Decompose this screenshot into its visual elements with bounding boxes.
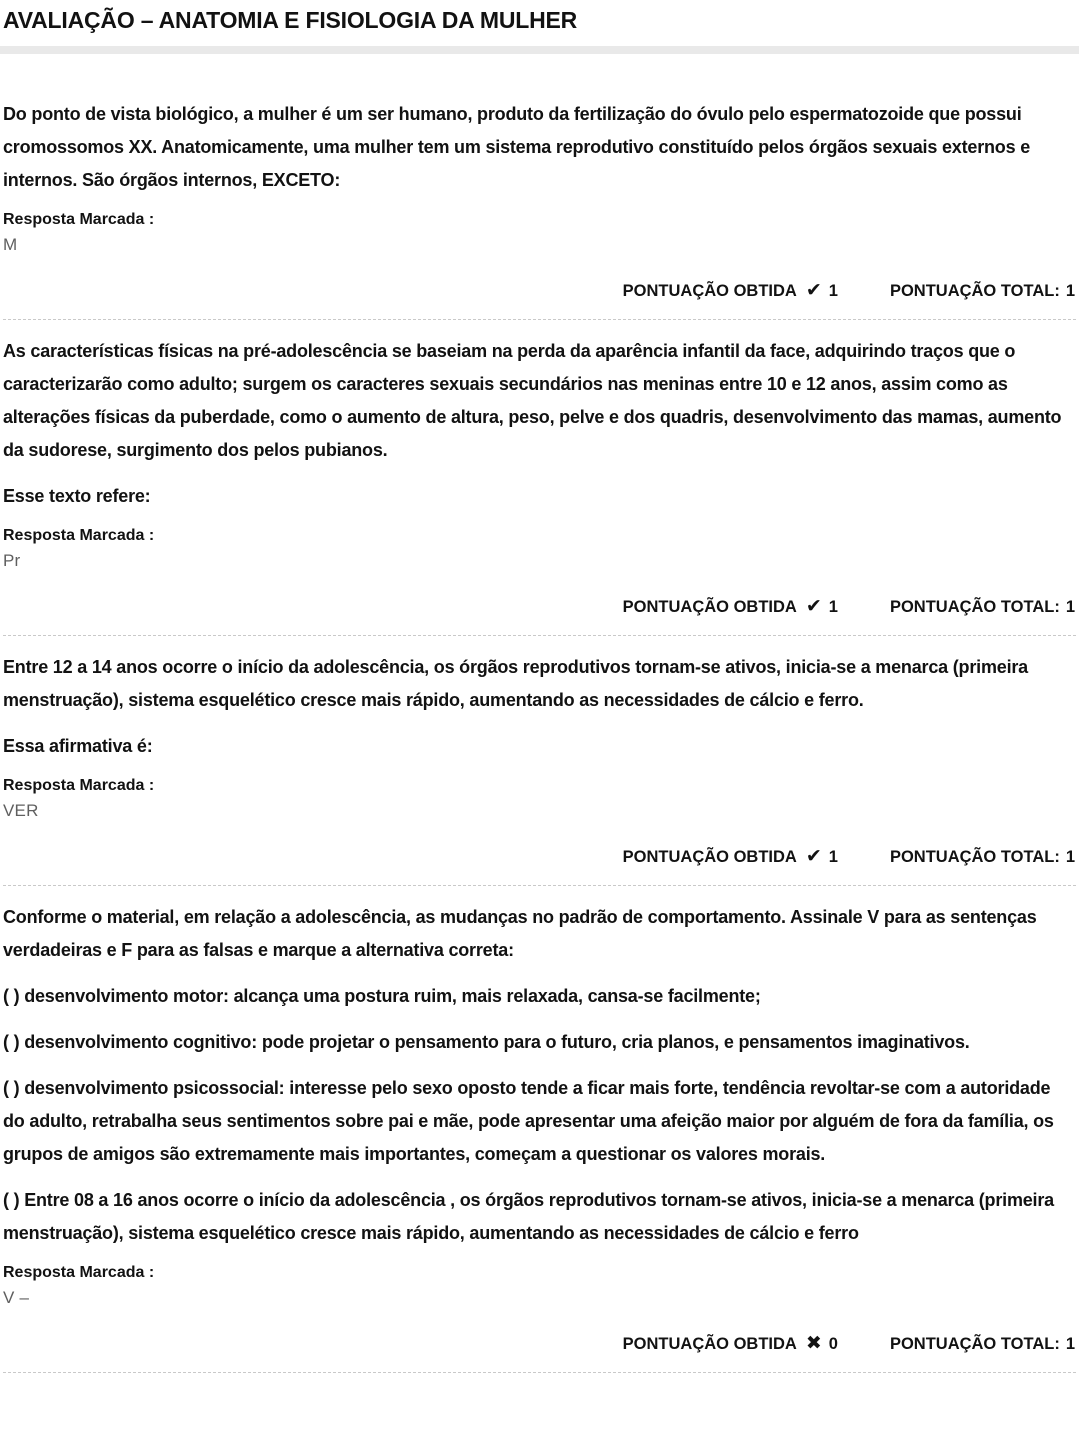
score-total xyxy=(890,1335,1075,1354)
score-total xyxy=(890,848,1075,867)
question-text xyxy=(3,901,1076,1250)
marked-answer-label: Resposta Marcada : xyxy=(3,211,155,228)
question-paragraph: Esse texto refere: xyxy=(3,486,151,506)
question-text xyxy=(3,651,1076,763)
marked-answer-block xyxy=(3,526,1076,573)
marked-answer-value: VER xyxy=(3,801,39,820)
score-total xyxy=(890,282,1075,301)
score-obtained-label: PONTUAÇÃO OBTIDA xyxy=(622,598,797,616)
marked-answer-label: Resposta Marcada : xyxy=(3,777,155,794)
score-obtained xyxy=(623,1334,838,1355)
marked-answer-block xyxy=(3,1263,1076,1310)
score-total xyxy=(890,598,1075,617)
score-total-label: PONTUAÇÃO TOTAL: xyxy=(889,282,1060,300)
marked-answer-block xyxy=(3,210,1076,257)
score-obtained-value: 1 xyxy=(828,598,838,616)
check-icon: ✔ xyxy=(805,846,822,867)
score-row xyxy=(3,281,1076,302)
marked-answer-value: Pr xyxy=(3,551,21,570)
question-separator xyxy=(3,1372,1076,1373)
cross-icon: ✖ xyxy=(805,1333,822,1354)
marked-answer-label: Resposta Marcada : xyxy=(3,1264,155,1281)
score-total-label: PONTUAÇÃO TOTAL: xyxy=(889,848,1060,866)
question-text xyxy=(3,98,1076,197)
score-obtained xyxy=(623,597,838,618)
question-paragraph: Entre 12 a 14 anos ocorre o início da adolescência, os órgãos reprodutivos tornam-se ativos, inicia-se a menarca (primeira menstruação), sistema esquelético cresce mais rápido, aumentando as necessidades de cálcio e ferro. xyxy=(3,657,1028,710)
question-paragraph: Essa afirmativa é: xyxy=(3,736,153,756)
score-obtained-label: PONTUAÇÃO OBTIDA xyxy=(622,1335,797,1353)
score-total-value: 1 xyxy=(1065,848,1075,866)
score-total-value: 1 xyxy=(1065,282,1075,300)
question-block xyxy=(0,636,1079,886)
score-obtained-label: PONTUAÇÃO OBTIDA xyxy=(622,848,797,866)
score-obtained-value: 1 xyxy=(828,848,838,866)
score-total-value: 1 xyxy=(1065,1335,1075,1353)
marked-answer-block xyxy=(3,776,1076,823)
check-icon: ✔ xyxy=(805,280,822,301)
question-paragraph: ( ) desenvolvimento psicossocial: interesse pelo sexo oposto tende a ficar mais forte, tendência revoltar-se com a autoridade do adulto, retrabalha seus sentimentos sobre pai e mãe, pode apresentar uma afeição maior por alguém de fora da família, os grupos de amigos são extremamente mais importantes, começam a questionar os valores morais. xyxy=(3,1078,1054,1164)
marked-answer-label: Resposta Marcada : xyxy=(3,527,155,544)
question-paragraph: Do ponto de vista biológico, a mulher é um ser humano, produto da fertilização do óvulo pelo espermatozoide que possui cromossomos XX. Anatomicamente, uma mulher tem um sistema reprodutivo constituído pelos órgãos sexuais externos e internos. São órgãos internos, EXCETO: xyxy=(3,104,1031,190)
score-row xyxy=(3,847,1076,868)
question-paragraph: ( ) Entre 08 a 16 anos ocorre o início da adolescência , os órgãos reprodutivos tornam-se ativos, inicia-se a menarca (primeira menstruação), sistema esquelético cresce mais rápido, aumentando as necessidades de cálcio e ferro xyxy=(3,1190,1054,1243)
score-obtained-label: PONTUAÇÃO OBTIDA xyxy=(622,282,797,300)
question-block xyxy=(0,320,1079,636)
score-obtained-value: 0 xyxy=(828,1335,838,1353)
page-title: AVALIAÇÃO – ANATOMIA E FISIOLOGIA DA MULHER xyxy=(3,7,578,33)
question-paragraph: ( ) desenvolvimento cognitivo: pode projetar o pensamento para o futuro, cria planos, e pensamentos imaginativos. xyxy=(3,1032,970,1052)
question-list xyxy=(0,54,1079,1373)
score-obtained xyxy=(623,847,838,868)
score-total-value: 1 xyxy=(1065,598,1075,616)
score-row xyxy=(3,597,1076,618)
score-total-label: PONTUAÇÃO TOTAL: xyxy=(889,598,1060,616)
question-paragraph: Conforme o material, em relação a adolescência, as mudanças no padrão de comportamento. Assinale V para as sentenças verdadeiras e F para as falsas e marque a alternativa correta: xyxy=(3,907,1037,960)
header-divider-band xyxy=(0,46,1079,54)
score-total-label: PONTUAÇÃO TOTAL: xyxy=(889,1335,1060,1353)
question-block xyxy=(0,886,1079,1373)
score-row xyxy=(3,1334,1076,1355)
check-icon: ✔ xyxy=(805,596,822,617)
question-paragraph: ( ) desenvolvimento motor: alcança uma postura ruim, mais relaxada, cansa-se facilmente; xyxy=(3,986,761,1006)
question-block xyxy=(0,54,1079,320)
page-header xyxy=(0,0,1079,34)
score-obtained xyxy=(623,281,838,302)
question-text xyxy=(3,335,1076,513)
question-paragraph: As características físicas na pré-adolescência se baseiam na perda da aparência infantil da face, adquirindo traços que o caracterizarão como adulto; surgem os caracteres sexuais secundários nas meninas entre 10 e 12 anos, assim como as alterações físicas da puberdade, como o aumento de altura, peso, pelve e dos quadris, desenvolvimento das mamas, aumento da sudorese, surgimento dos pelos pubianos. xyxy=(3,341,1062,460)
marked-answer-value: M xyxy=(3,235,18,254)
marked-answer-value: V – xyxy=(3,1288,30,1307)
score-obtained-value: 1 xyxy=(828,282,838,300)
